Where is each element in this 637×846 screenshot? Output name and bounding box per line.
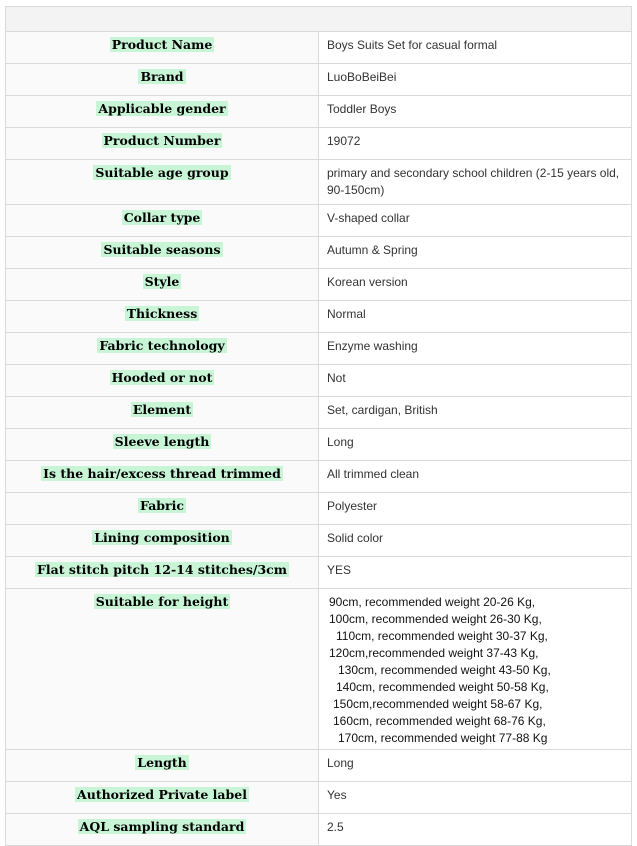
key-label: Applicable gender	[98, 101, 226, 116]
row-value: Solid color	[319, 525, 632, 557]
key-label: Suitable age group	[95, 165, 229, 180]
table-header-row	[6, 7, 632, 32]
row-value: Autumn & Spring	[319, 237, 632, 269]
row-value: Polyester	[319, 493, 632, 525]
table-row	[6, 782, 632, 814]
row-key	[6, 814, 319, 846]
row-key	[6, 525, 319, 557]
row-value: 2.5	[319, 814, 632, 846]
key-label: Product Number	[103, 133, 221, 148]
key-label: Length	[137, 755, 187, 770]
row-value: primary and secondary school children (2-15 years old, 90-150cm)	[319, 160, 632, 205]
key-label: Collar type	[123, 210, 201, 225]
height-weight-line: 110cm, recommended weight 30-37 Kg,	[336, 629, 548, 643]
spec-table-wrapper	[5, 6, 632, 846]
table-row	[6, 429, 632, 461]
key-label: Suitable for height	[95, 594, 229, 609]
table-row	[6, 365, 632, 397]
height-weight-line: 100cm, recommended weight 26-30 Kg,	[329, 612, 542, 626]
height-weight-line: 120cm,recommended weight 37-43 Kg,	[329, 646, 539, 660]
table-row	[6, 461, 632, 493]
row-key	[6, 269, 319, 301]
row-key	[6, 96, 319, 128]
height-weight-line: 160cm, recommended weight 68-76 Kg,	[333, 714, 546, 728]
row-value: Set, cardigan, British	[319, 397, 632, 429]
row-key	[6, 397, 319, 429]
table-row	[6, 128, 632, 160]
table-row	[6, 493, 632, 525]
row-key	[6, 205, 319, 237]
key-label: Is the hair/excess thread trimmed	[43, 466, 281, 481]
row-value: Long	[319, 750, 632, 782]
table-row	[6, 64, 632, 96]
height-weight-line: 140cm, recommended weight 50-58 Kg,	[336, 680, 549, 694]
table-row	[6, 237, 632, 269]
height-weight-list	[319, 589, 632, 750]
key-label: Sleeve length	[114, 434, 210, 449]
table-row	[6, 557, 632, 589]
key-label: Fabric	[140, 498, 184, 513]
row-key	[6, 782, 319, 814]
row-key	[6, 160, 319, 205]
row-value: Toddler Boys	[319, 96, 632, 128]
row-key	[6, 589, 319, 750]
key-label: Fabric technology	[99, 338, 225, 353]
row-value: LuoBoBeiBei	[319, 64, 632, 96]
key-label: Style	[144, 274, 180, 289]
key-label: Authorized Private label	[77, 787, 247, 802]
table-row	[6, 205, 632, 237]
row-value: Not	[319, 365, 632, 397]
table-header-cell	[6, 7, 632, 32]
row-key	[6, 461, 319, 493]
height-weight-line: 170cm, recommended weight 77-88 Kg	[338, 731, 548, 745]
height-weight-line: 150cm,recommended weight 58-67 Kg,	[333, 697, 543, 711]
row-key	[6, 128, 319, 160]
row-key	[6, 429, 319, 461]
table-row	[6, 814, 632, 846]
table-row	[6, 32, 632, 64]
table-row	[6, 96, 632, 128]
key-label: Element	[132, 402, 192, 417]
key-label: AQL sampling standard	[79, 819, 245, 834]
key-label: Product Name	[111, 37, 213, 52]
table-row	[6, 750, 632, 782]
table-row	[6, 525, 632, 557]
height-weight-line: 90cm, recommended weight 20-26 Kg,	[329, 595, 536, 609]
row-key	[6, 493, 319, 525]
row-value: Korean version	[319, 269, 632, 301]
row-value: Boys Suits Set for casual formal	[319, 32, 632, 64]
product-spec-table	[5, 6, 632, 846]
row-value: V-shaped collar	[319, 205, 632, 237]
table-row	[6, 269, 632, 301]
table-row	[6, 333, 632, 365]
row-key	[6, 333, 319, 365]
row-value: Enzyme washing	[319, 333, 632, 365]
row-key	[6, 32, 319, 64]
table-row	[6, 589, 632, 750]
row-value: Long	[319, 429, 632, 461]
row-value: All trimmed clean	[319, 461, 632, 493]
height-weight-line: 130cm, recommended weight 43-50 Kg,	[338, 663, 551, 677]
row-value: YES	[319, 557, 632, 589]
table-row	[6, 397, 632, 429]
table-row	[6, 160, 632, 205]
key-label: Flat stitch pitch 12-14 stitches/3cm	[37, 562, 287, 577]
key-label: Brand	[140, 69, 184, 84]
row-value: Yes	[319, 782, 632, 814]
row-key	[6, 237, 319, 269]
key-label: Suitable seasons	[103, 242, 221, 257]
row-value: Normal	[319, 301, 632, 333]
key-label: Lining composition	[94, 530, 230, 545]
row-key	[6, 64, 319, 96]
row-key	[6, 365, 319, 397]
table-row	[6, 301, 632, 333]
key-label: Hooded or not	[111, 370, 213, 385]
key-label: Thickness	[126, 306, 198, 321]
row-key	[6, 301, 319, 333]
row-key	[6, 750, 319, 782]
row-value: 19072	[319, 128, 632, 160]
row-key	[6, 557, 319, 589]
